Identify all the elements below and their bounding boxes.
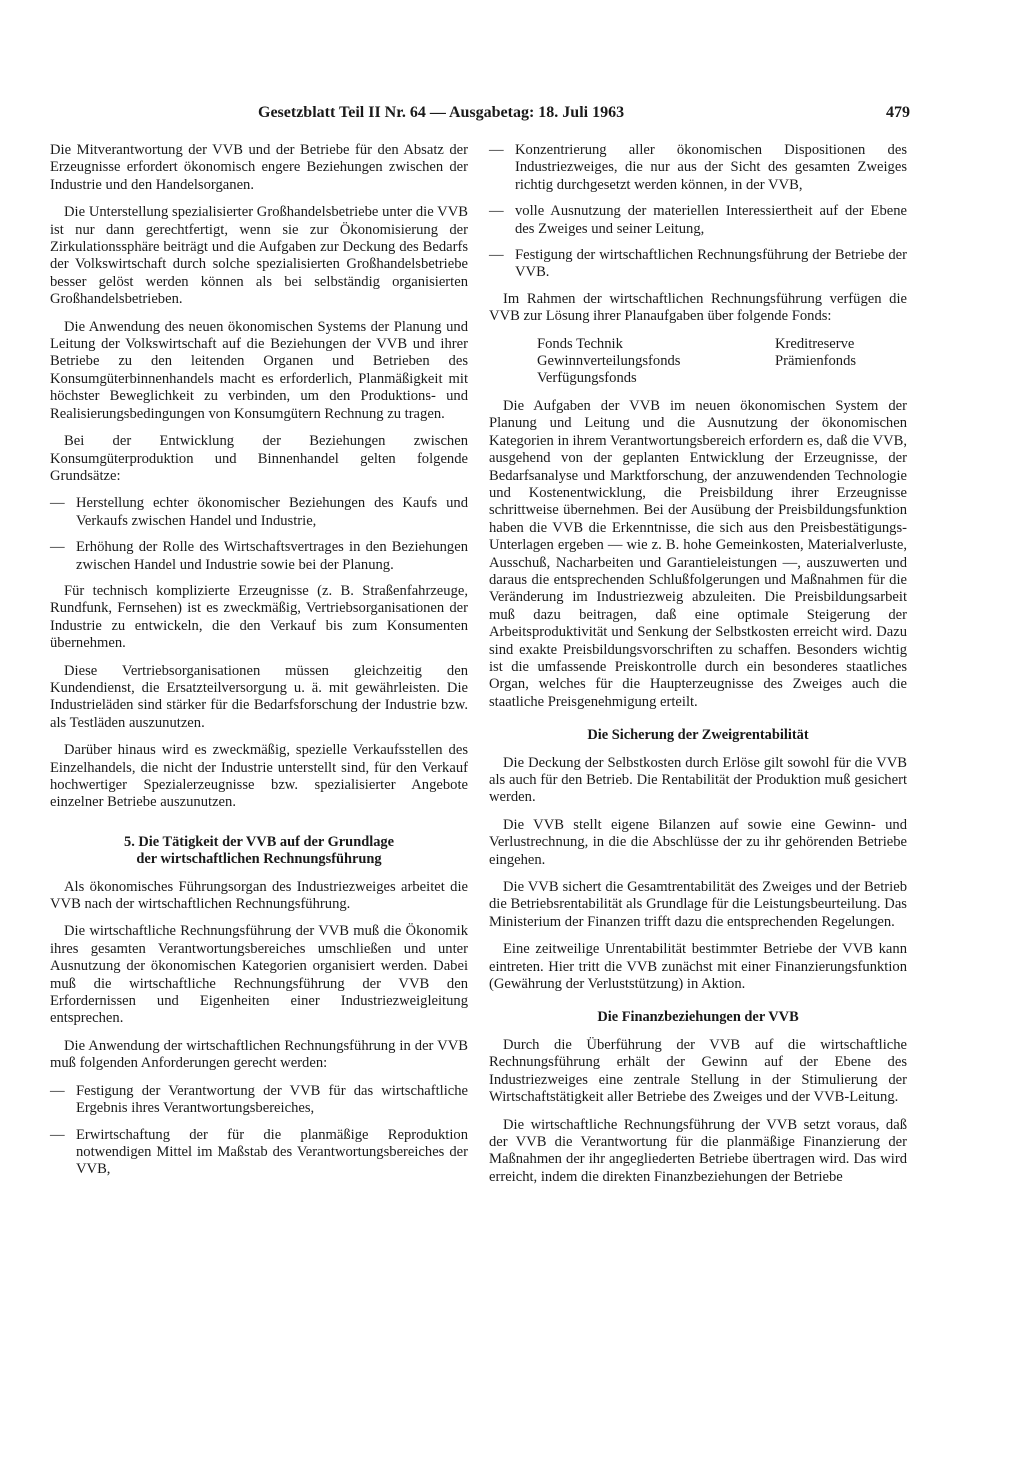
paragraph: Die Aufgaben der VVB im neuen ökonomischen System der Planung und Leitung und die Ausnutzung der ökonomischen Kategorien in ihrem Verantwortungsbereich erfordern es, daß die VVB, ausgehend von der geplanten Entwicklung der Erzeugnisse, der Bedarfsanalyse und Marktforschung, der anzuwendenden Technologie und Kostenentwicklung, die Preisbildung ihrer Erzeugnisse schrittweise übernehmen. Bei der Ausübung der Preisbildungsfunktion haben die VVB die Erkenntnisse, die sich aus den Preisbestätigungs-Unterlagen ergeben — wie z. B. hohe Gemeinkosten, Materialverluste, Ausschuß, Nacharbeiten und Garantieleistungen —, auszuwerten und daraus die entsprechenden Schlußfolgerungen und Maßnahmen für die Veränderung im Industriezweig abzuleiten. Die Preisbildungsarbeit muß dazu beitragen, daß eine optimale Steigerung der Arbeitsproduktivität und Senkung der Selbstkosten erreicht wird. Dazu sind exakte Preisbildungsvorschriften zu schaffen. Besonders wichtig ist die umfassende Preiskontrolle durch ein besonderes staatliches Organ, welches für die Haupterzeugnisse des Zweiges auch die staatliche Preisgenehmigung erteilt. [489, 397, 907, 710]
paragraph: Die VVB sichert die Gesamtrentabilität des Zweiges und der Betrieb die Betriebsrentabilität als Grundlage für die Leistungsbeurteilung. Das Ministerium der Finanzen trifft dazu die entsprechenden Regelungen. [489, 879, 907, 930]
fund-item: Prämienfonds [775, 353, 857, 370]
paragraph: Im Rahmen der wirtschaftlichen Rechnungsführung verfügen die VVB zur Lösung ihrer Planaufgaben über folgende Fonds: [489, 290, 907, 325]
dash-item-text: Festigung der wirtschaftlichen Rechnungsführung der Betriebe der VVB. [515, 247, 907, 281]
dash-marker: — [50, 539, 65, 556]
section-heading-line: 5. Die Tätigkeit der VVB auf der Grundlage [124, 833, 394, 850]
fund-item: Fonds Technik [537, 335, 623, 352]
dash-item-text: Erhöhung der Rolle des Wirtschaftsvertrages in den Beziehungen zwischen Handel und Industrie sowie bei der Planung. [76, 539, 468, 573]
dash-list-item [50, 1083, 468, 1118]
dash-marker: — [50, 1126, 65, 1143]
dash-marker: — [489, 142, 504, 158]
paragraph: Als ökonomisches Führungsorgan des Industriezweiges arbeitet die VVB nach der wirtschaftlichen Rechnungsführung. [50, 878, 468, 913]
dash-item-text: Konzentrierung aller ökonomischen Dispositionen des Industriezweiges, die nur aus der Sicht des gesamten Zweiges richtig durchgesetzt werden können, in der VVB, [515, 142, 907, 193]
paragraph: Die wirtschaftliche Rechnungsführung der VVB setzt voraus, daß der VVB die Verantwortung für die planmäßige Finanzierung der Maßnahmen der ihr angegliederten Betriebe übertragen wird. Das wird erreicht, indem die direkten Finanzbeziehungen der Betriebe [489, 1116, 907, 1185]
dash-item-text: Herstellung echter ökonomischer Beziehungen des Kaufs und Verkaufs zwischen Handel und Industrie, [76, 495, 468, 529]
left-column [50, 142, 468, 1188]
section-heading [489, 727, 907, 744]
paragraph: Bei der Entwicklung der Beziehungen zwischen Konsumgüterproduktion und Binnenhandel gelten folgende Grundsätze: [50, 433, 468, 484]
fund-item: Gewinnverteilungsfonds [537, 353, 681, 370]
paragraph: Die wirtschaftliche Rechnungsführung der VVB muß die Ökonomik ihres gesamten Verantwortungsbereiches umschließen und unter Ausnutzung der ökonomischen Kategorien organisiert werden. Dabei muß die wirtschaftliche Rechnungsführung der VVB den Erfordernissen und Eigenheiten einer Industriezweigleitung entsprechen. [50, 923, 468, 1027]
dash-marker: — [50, 1082, 65, 1099]
page-number: 479 [886, 104, 910, 121]
paragraph: Diese Vertriebsorganisationen müssen gleichzeitig den Kundendienst, die Ersatzteilversorgung u. ä. mit gewährleisten. Die Industrieläden sind stärker für die Bedarfsforschung der Industrie bzw. als Testläden auszunutzen. [50, 662, 468, 731]
paragraph: Eine zeitweilige Unrentabilität bestimmter Betriebe der VVB kann eintreten. Hier tritt die VVB zunächst mit einer Finanzierungsfunktion (Gewährung der Verluststützung) in Aktion. [489, 941, 907, 993]
paragraph: Durch die Überführung der VVB auf die wirtschaftliche Rechnungsführung erhält der Gewinn auf der Ebene des Industriezweiges eine zentrale Stellung in der Stimulierung der Wirtschaftstätigkeit aller Betriebe des Zweiges und der VVB-Leitung. [489, 1036, 907, 1106]
dash-marker: — [489, 203, 504, 220]
section-heading-line: der wirtschaftlichen Rechnungsführung [136, 851, 382, 868]
page-header [50, 104, 910, 126]
dash-list-item [50, 495, 468, 530]
dash-item-text: Festigung der Verantwortung der VVB für das wirtschaftliche Ergebnis ihres Verantwortungsbereiches, [76, 1082, 468, 1117]
paragraph: Die Unterstellung spezialisierter Großhandelsbetriebe unter die VVB ist nur dann gerechtfertigt, wenn sie zur Ökonomisierung der Zirkulationssphäre beiträgt und die Aufgaben zur Deckung des Bedarfs der Volkswirtschaft durch solche spezialisierten Großhandelsbetriebe besser gelöst werden können als bei selbständig organisierten Großhandelsbetrieben. [50, 204, 468, 308]
right-column [489, 142, 907, 1196]
fund-item: Kreditreserve [775, 335, 855, 352]
paragraph: Die VVB stellt eigene Bilanzen auf sowie eine Gewinn- und Verlustrechnung, in die die Abschlüsse der zu ihr gehörenden Betriebe eingehen. [489, 816, 907, 868]
paragraph: Darüber hinaus wird es zweckmäßig, spezielle Verkaufsstellen des Einzelhandels, die nicht der Industrie unterstellt sind, für den Verkauf hochwertiger Spezialerzeugnisse bzw. spezialisierter Angebote einzelner Betriebe auszunutzen. [50, 742, 468, 811]
fund-item: Verfügungsfonds [537, 370, 637, 387]
dash-marker: — [50, 495, 65, 512]
dash-list-item [489, 142, 907, 194]
paragraph: Die Mitverantwortung der VVB und der Betriebe für den Absatz der Erzeugnisse erfordert ökonomisch engere Beziehungen zwischen der Industrie und den Handelsorganen. [50, 142, 468, 193]
dash-list-item [50, 539, 468, 574]
funds-list [537, 336, 907, 388]
header-title: Gesetzblatt Teil II Nr. 64 — Ausgabetag: 18. Juli 1963 [258, 104, 625, 121]
paragraph: Die Anwendung der wirtschaftlichen Rechnungsführung in der VVB muß folgenden Anforderungen gerecht werden: [50, 1037, 468, 1072]
section-heading-line: Die Sicherung der Zweigrentabilität [587, 727, 809, 744]
dash-item-text: volle Ausnutzung der materiellen Interessiertheit auf der Ebene des Zweiges und seiner Leitung, [515, 203, 907, 237]
dash-marker: — [489, 247, 504, 264]
dash-list-item [50, 1127, 468, 1179]
section-heading-line: Die Finanzbeziehungen der VVB [597, 1009, 799, 1026]
paragraph: Die Deckung der Selbstkosten durch Erlöse gilt sowohl für die VVB als auch für den Betrieb. Die Rentabilität der Produktion muß gesichert werden. [489, 754, 907, 806]
paragraph: Für technisch komplizierte Erzeugnisse (z. B. Straßenfahrzeuge, Rundfunk, Fernsehen) ist es zweckmäßig, Vertriebsorganisationen der Industrie zu entwickeln, die den Verkauf bis zum Konsumenten übernehmen. [50, 582, 468, 652]
dash-item-text: Erwirtschaftung der für die planmäßige Reproduktion notwendigen Mittel im Maßstab des Verantwortungsbereiches der VVB, [76, 1126, 468, 1178]
dash-list-item [489, 203, 907, 238]
section-heading [50, 834, 468, 869]
paragraph: Die Anwendung des neuen ökonomischen Systems der Planung und Leitung der Volkswirtschaft auf die Beziehungen der VVB und ihrer Betriebe zu den leitenden Organen und Betrieben des Konsumgüterbinnenhandels macht es erforderlich, Planmäßigkeit mit höchster Beweglichkeit zu verbinden, um den Produktions- und Realisierungsbedingungen von Konsumgütern Rechnung zu tragen. [50, 318, 468, 422]
dash-list-item [489, 247, 907, 282]
section-heading [489, 1009, 907, 1026]
